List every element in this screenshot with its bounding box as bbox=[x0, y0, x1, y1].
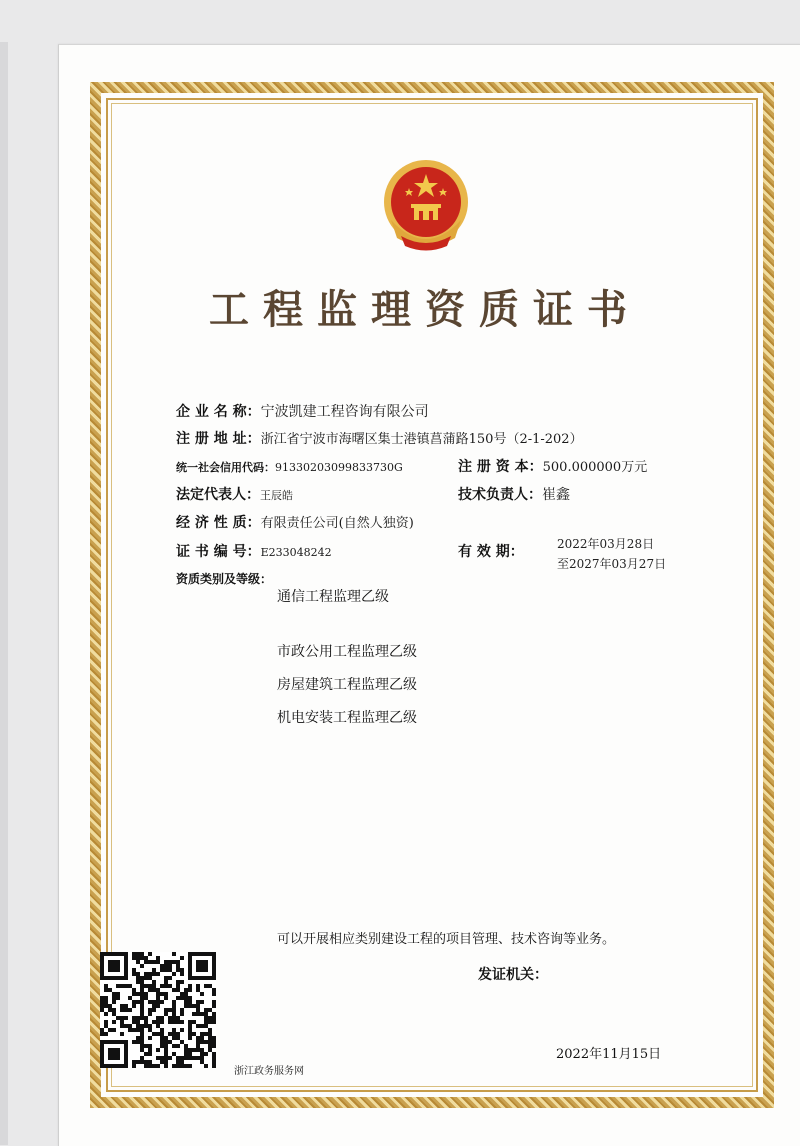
qualification-label: 资质类别及等级： bbox=[176, 572, 273, 586]
certificate-title: 工程监理资质证书 bbox=[209, 286, 641, 333]
qualification-item: 通信工程监理乙级 bbox=[277, 589, 389, 605]
tech-lead-label: 技术负责人： bbox=[458, 487, 542, 503]
cert-no-row bbox=[176, 543, 332, 562]
registered-capital-value: 500.000000万元 bbox=[542, 460, 648, 475]
qualification-item: 市政公用工程监理乙级 bbox=[277, 644, 417, 660]
nature-value: 有限责任公司(自然人独资) bbox=[260, 516, 414, 531]
national-emblem-icon bbox=[381, 158, 471, 256]
legal-rep-label: 法定代表人： bbox=[176, 487, 260, 503]
nature-row bbox=[176, 514, 414, 533]
tech-lead-row bbox=[458, 486, 570, 504]
cert-no-label: 证 书 编 号： bbox=[176, 544, 261, 560]
cert-no-value: E233048242 bbox=[260, 546, 332, 559]
portal-caption: 浙江政务服务网 bbox=[234, 1066, 304, 1077]
company-name-value: 宁波凯建工程咨询有限公司 bbox=[260, 404, 429, 420]
legal-rep-row bbox=[176, 486, 293, 505]
registered-capital-row bbox=[458, 458, 647, 477]
nature-label: 经 济 性 质： bbox=[176, 515, 261, 531]
validity-label: 有 效 期： bbox=[458, 544, 524, 560]
validity-to: 至2027年03月27日 bbox=[557, 557, 667, 571]
credit-code-value: 91330203099833730G bbox=[275, 461, 403, 474]
address-value: 浙江省宁波市海曙区集士港镇菖蒲路150号（2-1-202） bbox=[260, 432, 583, 447]
address-label: 注 册 地 址： bbox=[176, 431, 261, 447]
credit-code-row bbox=[176, 458, 403, 477]
company-name-label: 企 业 名 称： bbox=[176, 404, 261, 420]
tech-lead-value: 崔鑫 bbox=[542, 487, 570, 503]
business-scope: 可以开展相应类别建设工程的项目管理、技术咨询等业务。 bbox=[277, 932, 616, 947]
validity-from: 2022年03月28日 bbox=[557, 537, 655, 551]
credit-code-label: 统一社会信用代码： bbox=[176, 461, 275, 474]
qr-code-icon bbox=[100, 952, 216, 1068]
company-name-row bbox=[176, 403, 429, 421]
registered-capital-label: 注 册 资 本： bbox=[458, 459, 543, 475]
issue-date: 2022年11月15日 bbox=[556, 1047, 662, 1062]
qualification-item: 房屋建筑工程监理乙级 bbox=[277, 677, 417, 693]
address-row bbox=[176, 430, 583, 449]
left-page-edge bbox=[0, 42, 8, 1145]
qualification-item: 机电安装工程监理乙级 bbox=[277, 710, 417, 726]
issuer-label: 发证机关： bbox=[478, 967, 548, 983]
legal-rep-value: 王辰皓 bbox=[260, 489, 293, 502]
